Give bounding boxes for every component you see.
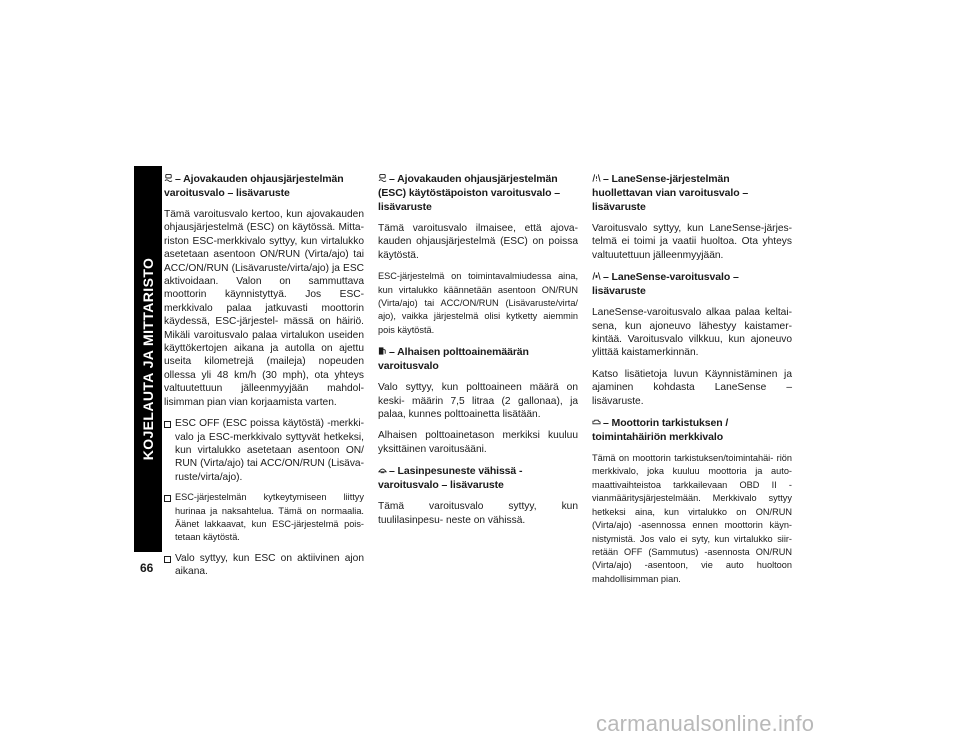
lanesense-service-icon (592, 173, 601, 183)
washer-fluid-description: Tämä varoitusvalo syttyy, kun tuulilasinpesu- neste on vähissä. (378, 501, 578, 526)
column-3 (592, 172, 792, 594)
esc-off-heading: – Ajovakauden ohjausjärjestelmän (ESC) käytöstäpoiston varoitusvalo – lisävaruste (378, 173, 560, 213)
esc-car-icon (164, 173, 173, 183)
check-engine-description: Tämä on moottorin tarkistuksen/toimintahäi- riön merkkivalo, joka kuuluu moottoria ja auto- maattivaihteistoa tarkkailevaan OBD II -vianmääritysjärjestelmään. Merkkivalo syttyy hetkeksi aina, kun virtalukko on ON/RUN (Virta/ajo) -asennossa ennen moottorin käyn- nistymistä. Jos valo ei syty, kun virtalukko siir- retään OFF (Sammutus) -asennosta ON/RUN (Virta/ajo) -asentoon, vie auto huoltoon mahdollisimman pian. (592, 453, 792, 584)
column-2 (378, 172, 578, 535)
esc-off-description: Tämä varoitusvalo ilmaisee, että ajova- kauden ohjausjärjestelmä (ESC) on poissa käytöstä. (378, 223, 578, 261)
lanesense-heading: – LaneSense-varoitusvalo – lisävaruste (592, 271, 739, 298)
chapter-side-tab (134, 166, 162, 552)
page-number: 66 (140, 561, 154, 575)
washer-fluid-heading: – Lasinpesuneste vähissä -varoitusvalo – lisävaruste (378, 465, 523, 492)
esc-description: Tämä varoitusvalo kertoo, kun ajovakauden ohjausjärjestelmä (ESC) on käytössä. Mitta- riston ESC-merkkivalo syttyy, kun virtalukko asetetaan asentoon ON/RUN (Virta/ajo) tai ACC/ON/RUN (Lisävaruste/virta/ajo) ja ESC aktivoidaan. Valon on sammuttava moottorin käynnistyttyä. Jos ESC-merkkivalo palaa jatkuvasti moottorin käydessä, ESC-järjestel- mässä on häiriö. Mikäli varoitusvalo palaa virtalukon useiden käyttökertojen aikana ja autolla on ajettu useita kilometrejä (maileja) nopeuden ollessa yli 48 km/h (30 mph), ota yhteys valtuutettuun jälleenmyyjään mahdol- lisimman pian vian korjaamista varten. (164, 209, 364, 408)
low-fuel-sound-note: Alhaisen polttoainetason merkiksi kuuluu yksittäinen varoitusääni. (378, 430, 578, 455)
list-item: ESC-järjestelmän kytkeytymiseen liittyy hurinaa ja naksahtelua. Tämä on normaalia. Äänet lakkaavat, kun ESC-järjestelmä pois- tetaan käytöstä. (164, 491, 364, 545)
list-item: ESC OFF (ESC poissa käytöstä) -merkki- valo ja ESC-merkkivalo syttyvät hetkeksi, kun virtalukko asetetaan asentoon ON/ RUN (Virta/ajo) tai ACC/ON/RUN (Lisäva- ruste/virta/ajo). (164, 417, 364, 484)
lanesense-service-heading: – LaneSense-järjestelmän huollettavan vian varoitusvalo – lisävaruste (592, 173, 749, 213)
esc-bullet-list (164, 417, 364, 578)
esc-off-icon (378, 173, 387, 183)
column-1 (164, 172, 364, 586)
lanesense-description: LaneSense-varoitusvalo alkaa palaa keltai- sena, kun ajoneuvo lähestyy kaistamer- kintää. Varoitusvalo vilkkuu, kun ajoneuvo ylittää kaistamerkinnän. (592, 307, 792, 359)
esc-heading: – Ajovakauden ohjausjärjestelmän varoitusvalo – lisävaruste (164, 173, 344, 199)
lanesense-service-description: Varoitusvalo syttyy, kun LaneSense-järjes- telmä ei toimi ja vaatii huoltoa. Ota yhteys valtuutettuun jälleenmyyjään. (592, 223, 792, 261)
check-engine-heading: – Moottorin tarkistuksen / toimintahäiriön merkkivalo (592, 417, 729, 444)
fuel-pump-icon (378, 346, 387, 356)
low-fuel-heading: – Alhaisen polttoainemäärän varoitusvalo (378, 346, 529, 373)
list-item: Valo syttyy, kun ESC on aktiivinen ajon aikana. (164, 552, 364, 579)
lanesense-reference: Katso lisätietoja luvun Käynnistäminen ja ajaminen kohdasta LaneSense – lisävaruste. (592, 368, 792, 407)
chapter-title: KOJELAUTA JA MITTARISTO (140, 257, 156, 461)
low-fuel-description: Valo syttyy, kun polttoaineen määrä on keski- määrin 7,5 litraa (2 gallonaa), ja palaa, kunnes polttoainetta lisätään. (378, 382, 578, 421)
watermark: carmanualsonline.info (596, 711, 815, 736)
lanesense-icon (592, 271, 601, 281)
check-engine-icon (592, 417, 601, 427)
washer-fluid-icon (378, 465, 387, 475)
esc-off-note: ESC-järjestelmä on toimintavalmiudessa aina, kun virtalukko käännetään asentoon ON/RUN (Virta/ajo) tai ACC/ON/RUN (Lisävaruste/virta/ ajo), vaikka järjestelmä olisi kytketty aiemmin pois käytöstä. (378, 271, 578, 335)
